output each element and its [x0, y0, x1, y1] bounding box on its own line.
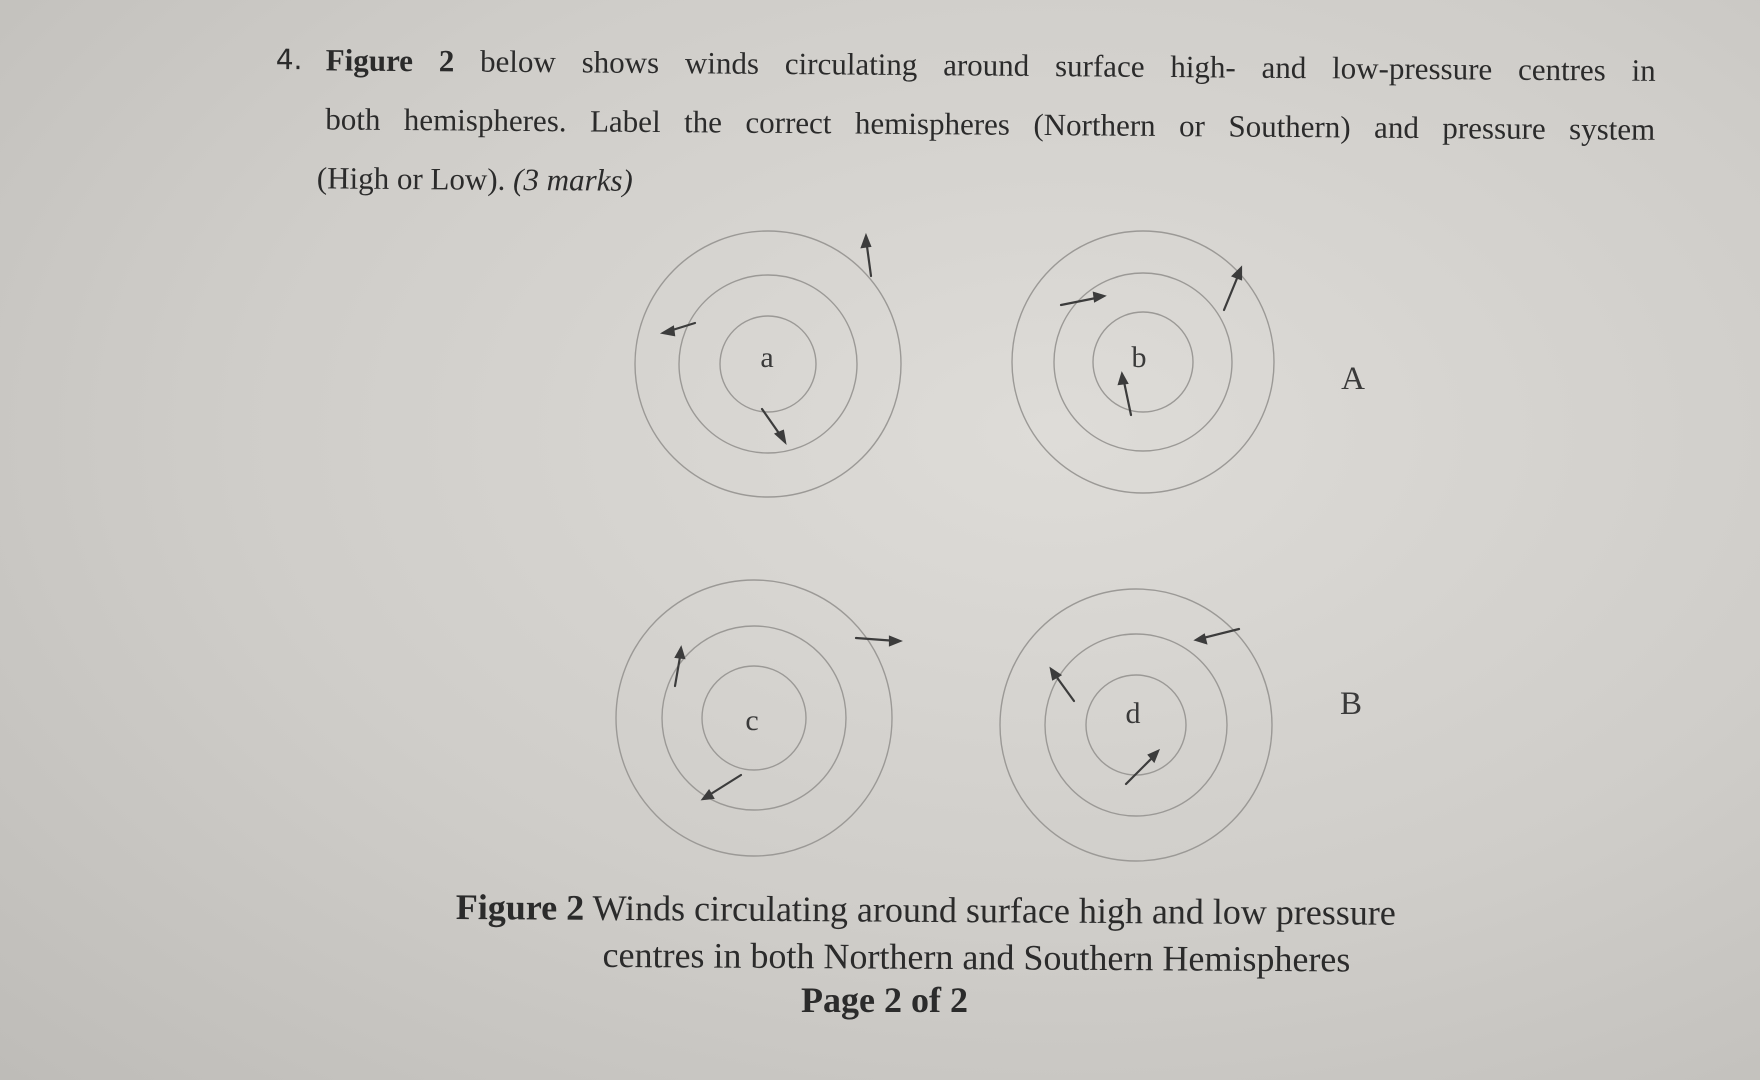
wind-arrows-d — [1051, 629, 1239, 784]
page-number: Page 2 of 2 — [801, 980, 968, 1020]
question-text-line-1: below shows winds circulating around surface high- and low-pressure centres in — [454, 43, 1656, 88]
figure-reference: Figure 2 — [325, 42, 455, 79]
circle-label-b: b — [1131, 341, 1147, 374]
row-label-b: B — [1339, 686, 1363, 722]
question-text-line-2: both hemispheres. Label the correct hemispheres (Northern or Southern) and pressure system — [325, 101, 1656, 147]
wind-arrows-a — [663, 236, 871, 442]
wind-arrows-b — [1061, 268, 1241, 415]
circle-label-a: a — [760, 341, 774, 374]
circle-label-d: d — [1125, 697, 1141, 730]
circle-label-c: c — [745, 704, 759, 737]
marks-label: (3 marks) — [512, 161, 633, 198]
caption-figure-reference: Figure 2 — [455, 886, 585, 928]
caption-text-line-2: centres in both Northern and Southern Hemispheres — [602, 934, 1351, 980]
row-label-a: A — [1341, 361, 1365, 397]
question-number: 4. — [275, 42, 303, 77]
caption-text-line-1: Winds circulating around surface high and low pressure — [584, 887, 1396, 933]
question-text-line-3: (High or Low). — [316, 160, 514, 197]
figure-caption — [455, 884, 1456, 984]
wind-arrows-c — [675, 637, 900, 799]
